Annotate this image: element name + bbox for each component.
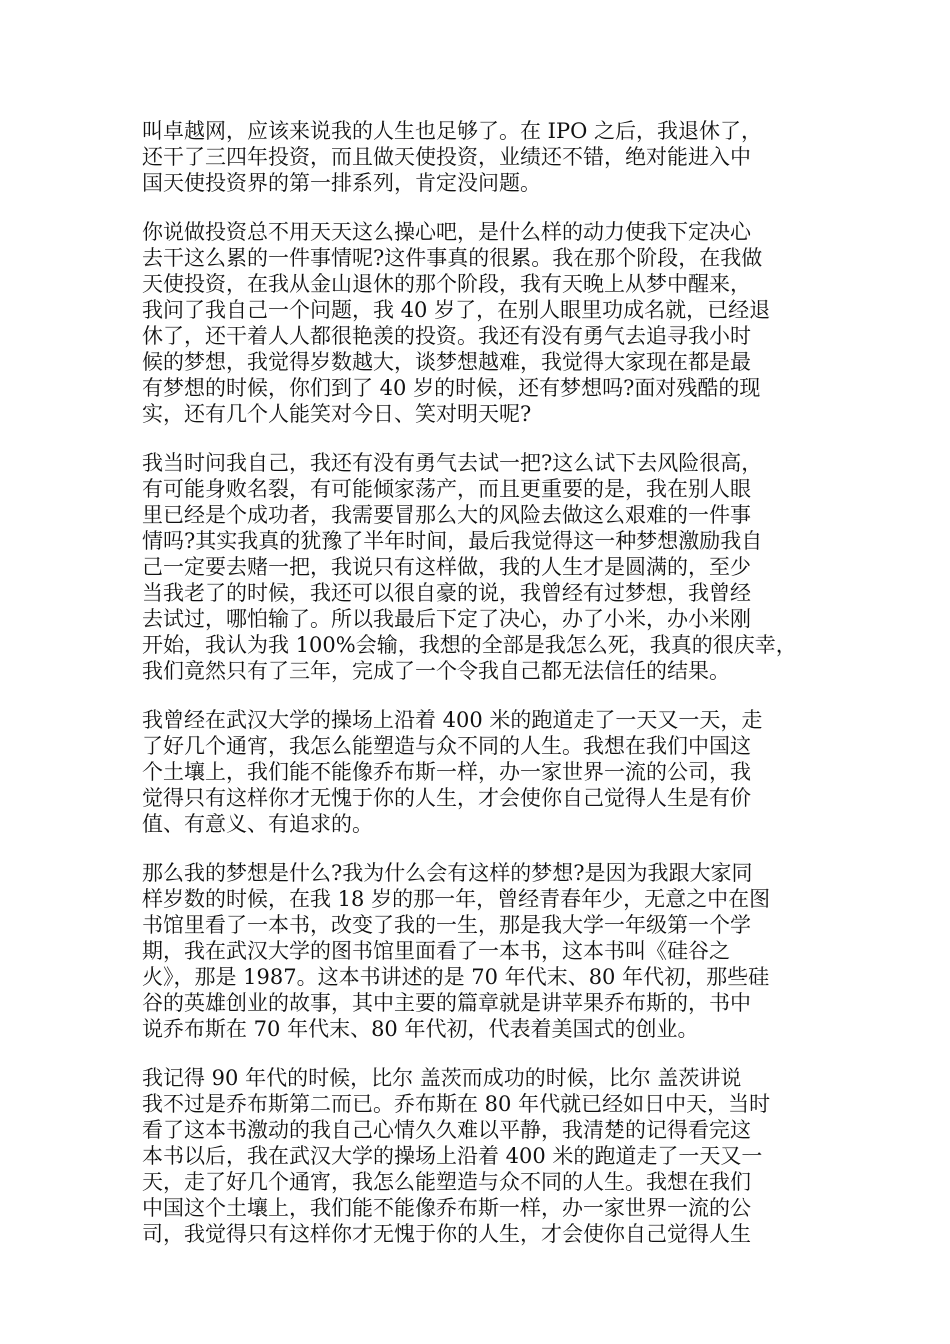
- text-line: 你说做投资总不用天天这么操心吧，是什么样的动力使我下定决心: [142, 220, 751, 244]
- text-line: 我当时问我自己，我还有没有勇气去试一把?这么试下去风险很高，: [142, 451, 763, 475]
- text-line: 去试过，哪怕输了。所以我最后下定了决心，办了小米，办小米刚: [142, 607, 751, 631]
- text-line: 里已经是个成功者，我需要冒那么大的风险去做这么艰难的一件事: [142, 503, 751, 527]
- text-line: 说乔布斯在 70 年代末、80 年代初，代表着美国式的创业。: [142, 1017, 699, 1041]
- text-line: 那么我的梦想是什么?我为什么会有这样的梦想?是因为我跟大家同: [142, 861, 753, 885]
- text-line: 休了，还干着人人都很艳羡的投资。我还有没有勇气去追寻我小时: [142, 324, 751, 348]
- text-line: 有梦想的时候，你们到了 40 岁的时候，还有梦想吗?面对残酷的现: [142, 376, 761, 400]
- text-line: 中国这个土壤上，我们能不能像乔布斯一样，办一家世界一流的公: [142, 1196, 751, 1220]
- text-line: 我记得 90 年代的时候，比尔 盖茨而成功的时候，比尔 盖茨讲说: [142, 1066, 742, 1090]
- text-line: 国天使投资界的第一排系列，肯定没问题。: [142, 171, 541, 195]
- text-line: 个土壤上，我们能不能像乔布斯一样，办一家世界一流的公司，我: [142, 760, 751, 784]
- text-line: 开始，我认为我 100%会输，我想的全部是我怎么死，我真的很庆幸，: [142, 633, 797, 657]
- text-line: 我问了我自己一个问题，我 40 岁了，在别人眼里功成名就，已经退: [142, 298, 771, 322]
- text-line: 当我老了的时候，我还可以很自豪的说，我曾经有过梦想，我曾经: [142, 581, 751, 605]
- text-line: 我们竟然只有了三年，完成了一个令我自己都无法信任的结果。: [142, 659, 730, 683]
- text-line: 样岁数的时候，在我 18 岁的那一年，曾经青春年少，无意之中在图: [142, 887, 771, 911]
- text-line: 我不过是乔布斯第二而已。乔布斯在 80 年代就已经如日中天，当时: [142, 1092, 771, 1116]
- text-line: 有可能身败名裂，有可能倾家荡产，而且更重要的是，我在别人眼: [142, 477, 751, 501]
- text-line: 书馆里看了一本书，改变了我的一生，那是我大学一年级第一个学: [142, 913, 751, 937]
- text-line: 我曾经在武汉大学的操场上沿着 400 米的跑道走了一天又一天，走: [142, 708, 763, 732]
- paragraph-2: [142, 219, 812, 427]
- text-line: 本书以后，我在武汉大学的操场上沿着 400 米的跑道走了一天又一: [142, 1144, 763, 1168]
- text-line: 还干了三四年投资，而且做天使投资，业绩还不错，绝对能进入中: [142, 145, 751, 169]
- text-line: 候的梦想，我觉得岁数越大，谈梦想越难，我觉得大家现在都是最: [142, 350, 751, 374]
- text-line: 看了这本书激动的我自己心情久久难以平静，我清楚的记得看完这: [142, 1118, 751, 1142]
- text-line: 了好几个通宵，我怎么能塑造与众不同的人生。我想在我们中国这: [142, 734, 751, 758]
- paragraph-3: [142, 450, 812, 684]
- text-line: 期，我在武汉大学的图书馆里面看了一本书，这本书叫《硅谷之: [142, 939, 730, 963]
- text-line: 天使投资，在我从金山退休的那个阶段，我有天晚上从梦中醒来，: [142, 272, 751, 296]
- text-line: 值、有意义、有追求的。: [142, 812, 373, 836]
- text-line: 己一定要去赌一把，我说只有这样做，我的人生才是圆满的，至少: [142, 555, 751, 579]
- paragraph-1: [142, 118, 812, 196]
- document-body: [142, 118, 812, 1270]
- text-line: 实，还有几个人能笑对今日、笑对明天呢?: [142, 402, 532, 426]
- text-line: 情吗?其实我真的犹豫了半年时间，最后我觉得这一种梦想激励我自: [142, 529, 763, 553]
- text-line: 去干这么累的一件事情呢?这件事真的很累。我在那个阶段，在我做: [142, 246, 763, 270]
- text-line: 叫卓越网，应该来说我的人生也足够了。在 IPO 之后，我退休了，: [142, 119, 762, 143]
- text-line: 火》，那是 1987。这本书讲述的是 70 年代末、80 年代初，那些硅: [142, 965, 770, 989]
- text-line: 司，我觉得只有这样你才无愧于你的人生，才会使你自己觉得人生: [142, 1222, 751, 1246]
- text-line: 天，走了好几个通宵，我怎么能塑造与众不同的人生。我想在我们: [142, 1170, 751, 1194]
- paragraph-6: [142, 1065, 812, 1247]
- text-line: 谷的英雄创业的故事，其中主要的篇章就是讲苹果乔布斯的，书中: [142, 991, 751, 1015]
- paragraph-5: [142, 860, 812, 1042]
- paragraph-4: [142, 707, 812, 837]
- text-line: 觉得只有这样你才无愧于你的人生，才会使你自己觉得人生是有价: [142, 786, 751, 810]
